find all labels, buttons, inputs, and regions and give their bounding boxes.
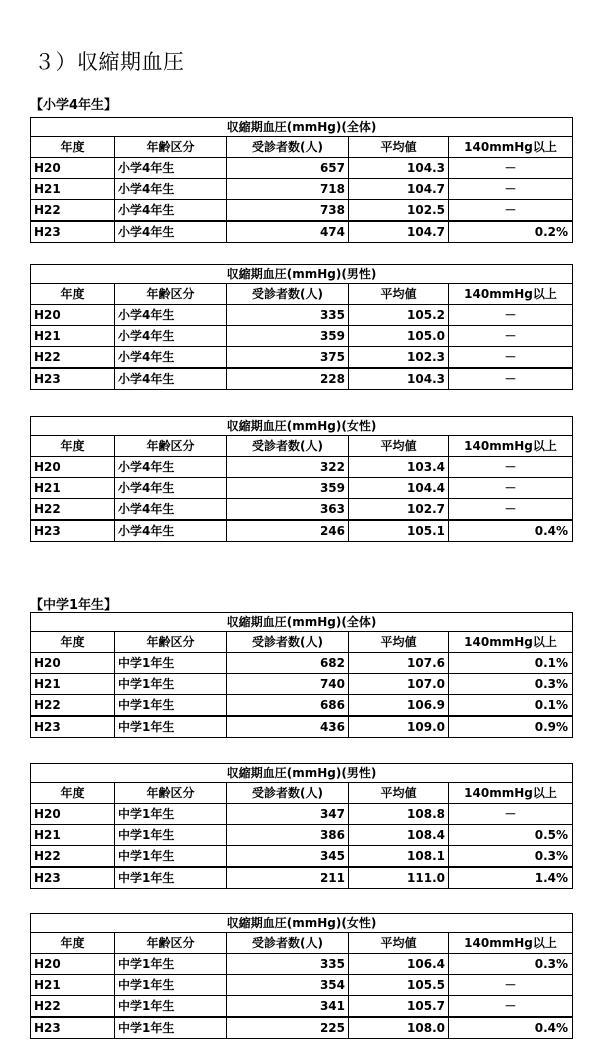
cell-examinees: 682 (227, 653, 349, 674)
table-row (31, 158, 573, 179)
cell-year: H21 (31, 179, 115, 200)
cell-average: 105.2 (349, 305, 449, 326)
cell-age-group: 中学1年生 (115, 867, 227, 889)
table-row (31, 653, 573, 674)
cell-age-group: 中学1年生 (115, 674, 227, 695)
table-row (31, 695, 573, 717)
cell-examinees: 211 (227, 867, 349, 889)
cell-year: H23 (31, 520, 115, 542)
cell-average: 106.9 (349, 695, 449, 717)
cell-examinees: 474 (227, 221, 349, 243)
page-title: ３）収縮期血圧 (34, 50, 185, 74)
table-row (31, 347, 573, 369)
column-header-examinees: 受診者数(人) (227, 284, 349, 305)
cell-year: H20 (31, 653, 115, 674)
table-row (31, 825, 573, 846)
cell-average: 104.7 (349, 221, 449, 243)
cell-140-or-more: 0.1% (449, 653, 573, 674)
table-row (31, 867, 573, 889)
cell-average: 107.6 (349, 653, 449, 674)
cell-examinees: 359 (227, 326, 349, 347)
cell-age-group: 小学4年生 (115, 499, 227, 521)
cell-age-group: 中学1年生 (115, 954, 227, 975)
table-row (31, 326, 573, 347)
column-header-average: 平均値 (349, 284, 449, 305)
cell-examinees: 322 (227, 457, 349, 478)
cell-140-or-more: － (449, 457, 573, 478)
cell-average: 106.4 (349, 954, 449, 975)
cell-year: H21 (31, 674, 115, 695)
cell-average: 109.0 (349, 716, 449, 738)
cell-average: 105.7 (349, 996, 449, 1018)
cell-year: H22 (31, 996, 115, 1018)
cell-examinees: 335 (227, 305, 349, 326)
cell-age-group: 小学4年生 (115, 326, 227, 347)
table-row (31, 179, 573, 200)
table-title: 収縮期血圧(mmHg)(女性) (31, 417, 573, 436)
section-title-elementary: 【小学4年生】 (30, 98, 118, 113)
cell-average: 105.5 (349, 975, 449, 996)
cell-examinees: 657 (227, 158, 349, 179)
column-header-age-group: 年齢区分 (115, 436, 227, 457)
cell-year: H23 (31, 221, 115, 243)
column-header-140-or-more: 140mmHg以上 (449, 783, 573, 804)
cell-age-group: 中学1年生 (115, 846, 227, 868)
table-row (31, 716, 573, 738)
cell-examinees: 386 (227, 825, 349, 846)
cell-examinees: 341 (227, 996, 349, 1018)
cell-examinees: 335 (227, 954, 349, 975)
column-header-age-group: 年齢区分 (115, 284, 227, 305)
cell-year: H20 (31, 305, 115, 326)
table-row (31, 954, 573, 975)
column-header-examinees: 受診者数(人) (227, 632, 349, 653)
cell-average: 104.4 (349, 478, 449, 499)
column-header-140-or-more: 140mmHg以上 (449, 632, 573, 653)
table-row (31, 221, 573, 243)
cell-average: 108.4 (349, 825, 449, 846)
cell-140-or-more: 0.5% (449, 825, 573, 846)
cell-examinees: 225 (227, 1017, 349, 1039)
column-header-year: 年度 (31, 632, 115, 653)
column-header-average: 平均値 (349, 632, 449, 653)
cell-140-or-more: 0.2% (449, 221, 573, 243)
cell-140-or-more: － (449, 368, 573, 390)
table-junior-high-male (30, 763, 573, 889)
cell-examinees: 436 (227, 716, 349, 738)
cell-year: H22 (31, 499, 115, 521)
cell-140-or-more: － (449, 179, 573, 200)
cell-age-group: 中学1年生 (115, 1017, 227, 1039)
cell-average: 108.8 (349, 804, 449, 825)
cell-examinees: 246 (227, 520, 349, 542)
table-title: 収縮期血圧(mmHg)(女性) (31, 914, 573, 933)
cell-age-group: 中学1年生 (115, 804, 227, 825)
cell-examinees: 686 (227, 695, 349, 717)
column-header-year: 年度 (31, 436, 115, 457)
column-header-examinees: 受診者数(人) (227, 783, 349, 804)
cell-examinees: 738 (227, 200, 349, 222)
table-junior-high-all (30, 612, 573, 738)
cell-140-or-more: 0.3% (449, 954, 573, 975)
column-header-140-or-more: 140mmHg以上 (449, 284, 573, 305)
cell-examinees: 740 (227, 674, 349, 695)
column-header-examinees: 受診者数(人) (227, 933, 349, 954)
column-header-year: 年度 (31, 137, 115, 158)
cell-140-or-more: － (449, 326, 573, 347)
column-header-average: 平均値 (349, 933, 449, 954)
table-junior-high-female (30, 913, 573, 1039)
cell-year: H21 (31, 975, 115, 996)
cell-age-group: 小学4年生 (115, 347, 227, 369)
cell-year: H23 (31, 716, 115, 738)
cell-year: H20 (31, 954, 115, 975)
cell-age-group: 小学4年生 (115, 305, 227, 326)
column-header-age-group: 年齢区分 (115, 933, 227, 954)
table-title: 収縮期血圧(mmHg)(全体) (31, 118, 573, 137)
cell-average: 105.1 (349, 520, 449, 542)
column-header-age-group: 年齢区分 (115, 632, 227, 653)
cell-140-or-more: 0.1% (449, 695, 573, 717)
cell-year: H21 (31, 478, 115, 499)
table-elementary-female (30, 416, 573, 542)
cell-age-group: 中学1年生 (115, 825, 227, 846)
cell-140-or-more: 0.4% (449, 520, 573, 542)
cell-year: H21 (31, 825, 115, 846)
cell-average: 102.7 (349, 499, 449, 521)
cell-year: H20 (31, 804, 115, 825)
cell-average: 102.3 (349, 347, 449, 369)
cell-year: H21 (31, 326, 115, 347)
cell-140-or-more: － (449, 975, 573, 996)
cell-140-or-more: － (449, 996, 573, 1018)
cell-year: H23 (31, 1017, 115, 1039)
cell-examinees: 359 (227, 478, 349, 499)
table-row (31, 368, 573, 390)
column-header-140-or-more: 140mmHg以上 (449, 137, 573, 158)
column-header-examinees: 受診者数(人) (227, 436, 349, 457)
cell-age-group: 小学4年生 (115, 179, 227, 200)
table-title: 収縮期血圧(mmHg)(全体) (31, 613, 573, 632)
cell-140-or-more: － (449, 499, 573, 521)
table-row (31, 996, 573, 1018)
cell-age-group: 小学4年生 (115, 457, 227, 478)
cell-average: 105.0 (349, 326, 449, 347)
cell-examinees: 347 (227, 804, 349, 825)
table-row (31, 457, 573, 478)
cell-average: 104.3 (349, 158, 449, 179)
cell-average: 103.4 (349, 457, 449, 478)
table-row (31, 200, 573, 222)
cell-140-or-more: 0.3% (449, 674, 573, 695)
column-header-examinees: 受診者数(人) (227, 137, 349, 158)
cell-year: H22 (31, 846, 115, 868)
cell-age-group: 小学4年生 (115, 520, 227, 542)
column-header-age-group: 年齢区分 (115, 783, 227, 804)
cell-year: H22 (31, 347, 115, 369)
cell-average: 108.1 (349, 846, 449, 868)
column-header-140-or-more: 140mmHg以上 (449, 436, 573, 457)
cell-age-group: 小学4年生 (115, 200, 227, 222)
cell-year: H23 (31, 368, 115, 390)
table-title: 収縮期血圧(mmHg)(男性) (31, 764, 573, 783)
cell-140-or-more: － (449, 478, 573, 499)
table-row (31, 305, 573, 326)
cell-examinees: 363 (227, 499, 349, 521)
cell-average: 107.0 (349, 674, 449, 695)
cell-average: 104.3 (349, 368, 449, 390)
cell-year: H22 (31, 695, 115, 717)
cell-average: 111.0 (349, 867, 449, 889)
cell-140-or-more: 0.4% (449, 1017, 573, 1039)
cell-examinees: 354 (227, 975, 349, 996)
table-row (31, 846, 573, 868)
section-title-junior-high: 【中学1年生】 (30, 598, 118, 613)
cell-examinees: 718 (227, 179, 349, 200)
table-row (31, 499, 573, 521)
column-header-year: 年度 (31, 284, 115, 305)
cell-year: H23 (31, 867, 115, 889)
table-row (31, 520, 573, 542)
column-header-age-group: 年齢区分 (115, 137, 227, 158)
column-header-year: 年度 (31, 933, 115, 954)
cell-140-or-more: 0.9% (449, 716, 573, 738)
cell-average: 102.5 (349, 200, 449, 222)
cell-age-group: 中学1年生 (115, 716, 227, 738)
cell-age-group: 中学1年生 (115, 975, 227, 996)
cell-age-group: 小学4年生 (115, 221, 227, 243)
cell-year: H20 (31, 457, 115, 478)
cell-average: 108.0 (349, 1017, 449, 1039)
cell-140-or-more: － (449, 347, 573, 369)
column-header-average: 平均値 (349, 137, 449, 158)
cell-140-or-more: 0.3% (449, 846, 573, 868)
cell-age-group: 小学4年生 (115, 368, 227, 390)
table-title: 収縮期血圧(mmHg)(男性) (31, 265, 573, 284)
cell-140-or-more: 1.4% (449, 867, 573, 889)
column-header-year: 年度 (31, 783, 115, 804)
cell-year: H20 (31, 158, 115, 179)
table-row (31, 1017, 573, 1039)
table-elementary-male (30, 264, 573, 390)
cell-year: H22 (31, 200, 115, 222)
table-row (31, 804, 573, 825)
cell-age-group: 小学4年生 (115, 158, 227, 179)
cell-140-or-more: － (449, 158, 573, 179)
cell-examinees: 345 (227, 846, 349, 868)
cell-age-group: 中学1年生 (115, 653, 227, 674)
column-header-average: 平均値 (349, 783, 449, 804)
cell-age-group: 小学4年生 (115, 478, 227, 499)
cell-140-or-more: － (449, 305, 573, 326)
table-row (31, 975, 573, 996)
column-header-average: 平均値 (349, 436, 449, 457)
cell-examinees: 228 (227, 368, 349, 390)
table-row (31, 478, 573, 499)
table-elementary-all (30, 117, 573, 243)
cell-examinees: 375 (227, 347, 349, 369)
cell-140-or-more: － (449, 200, 573, 222)
cell-age-group: 中学1年生 (115, 695, 227, 717)
column-header-140-or-more: 140mmHg以上 (449, 933, 573, 954)
table-row (31, 674, 573, 695)
cell-average: 104.7 (349, 179, 449, 200)
cell-140-or-more: － (449, 804, 573, 825)
cell-age-group: 中学1年生 (115, 996, 227, 1018)
